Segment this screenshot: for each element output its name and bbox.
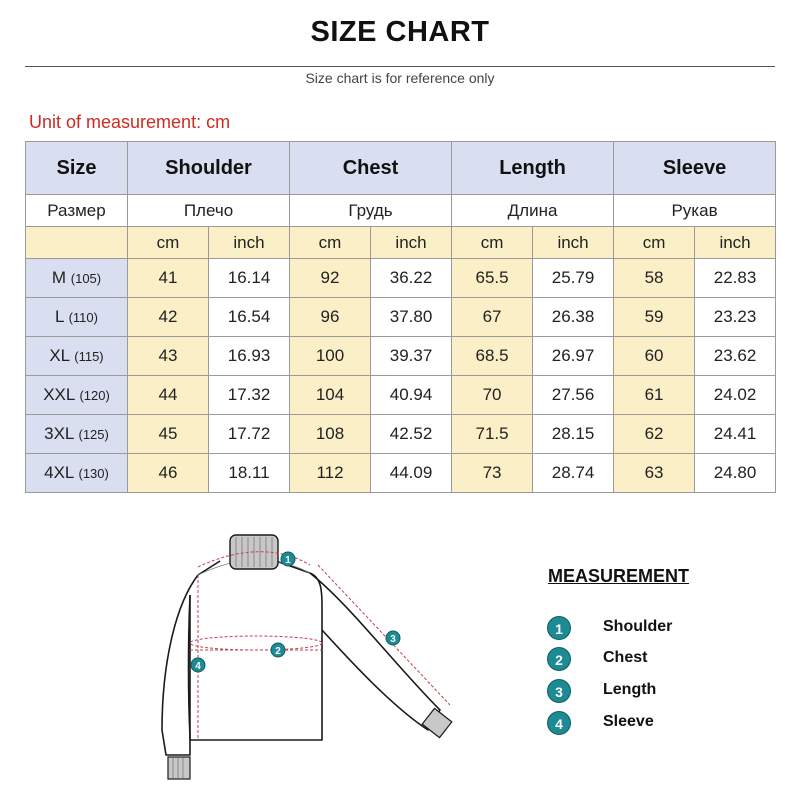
sleeve-cm-cell: 58: [614, 259, 695, 298]
number-1-icon: 1: [547, 616, 571, 640]
unit-inch: inch: [695, 227, 776, 259]
right-cuff-icon: [422, 708, 452, 737]
header-row-english: [26, 142, 776, 195]
page-title: SIZE CHART: [310, 16, 490, 48]
header-size-ru: Размер: [26, 195, 128, 227]
marker-length: [386, 631, 400, 645]
shoulder-cm-cell: 45: [128, 415, 209, 454]
chest-inch-cell: 42.52: [371, 415, 452, 454]
chest-inch-cell: 40.94: [371, 376, 452, 415]
marker-sleeve: [191, 658, 205, 672]
unit-inch: inch: [371, 227, 452, 259]
legend-label: Chest: [603, 649, 648, 666]
chest-cm-cell: 100: [290, 337, 371, 376]
header-row-russian: [26, 195, 776, 227]
shoulder-cm-cell: 42: [128, 298, 209, 337]
chest-cm-cell: 104: [290, 376, 371, 415]
unit-blank: [26, 227, 128, 259]
marker-sleeve-label: 4: [195, 661, 201, 672]
sleeve-cm-cell: 61: [614, 376, 695, 415]
size-rows: [26, 259, 776, 493]
marker-chest: [271, 643, 285, 657]
unit-cm: cm: [614, 227, 695, 259]
size-number: (105): [70, 271, 102, 286]
shoulder-cm-cell: 44: [128, 376, 209, 415]
length-inch-cell: 26.97: [533, 337, 614, 376]
sleeve-inch-cell: 24.02: [695, 376, 776, 415]
unit-cm: cm: [128, 227, 209, 259]
chest-cm-cell: 112: [290, 454, 371, 493]
header-chest: Chest: [290, 142, 452, 195]
legend-label: Shoulder: [603, 618, 673, 635]
legend-label: Sleeve: [603, 713, 654, 730]
chest-cm-cell: 96: [290, 298, 371, 337]
size-number: (125): [78, 427, 109, 442]
size-label: L: [55, 307, 64, 326]
chest-cm-cell: 108: [290, 415, 371, 454]
measure-chest-line: [190, 636, 322, 650]
size-cell: [26, 298, 128, 337]
shoulder-inch-cell: 16.14: [209, 259, 290, 298]
table-row: [26, 259, 776, 298]
length-cm-cell: 65.5: [452, 259, 533, 298]
size-number: (130): [78, 466, 109, 481]
unit-note: Unit of measurement: cm: [29, 112, 231, 132]
length-cm-cell: 70: [452, 376, 533, 415]
left-cuff-icon: [168, 757, 190, 779]
marker-shoulder-label: 1: [285, 555, 291, 566]
length-inch-cell: 28.74: [533, 454, 614, 493]
sleeve-inch-cell: 24.41: [695, 415, 776, 454]
shoulder-inch-cell: 16.54: [209, 298, 290, 337]
size-cell: [26, 259, 128, 298]
table-row: [26, 376, 776, 415]
length-cm-cell: 73: [452, 454, 533, 493]
table-row: [26, 415, 776, 454]
sleeve-inch-cell: 23.23: [695, 298, 776, 337]
reference-note: Size chart is for reference only: [305, 70, 495, 86]
length-inch-cell: 26.38: [533, 298, 614, 337]
sleeve-inch-cell: 22.83: [695, 259, 776, 298]
size-cell: [26, 337, 128, 376]
unit-inch: inch: [209, 227, 290, 259]
sleeve-cm-cell: 60: [614, 337, 695, 376]
unit-inch: inch: [533, 227, 614, 259]
size-number: (115): [74, 349, 104, 364]
chest-inch-cell: 44.09: [371, 454, 452, 493]
legend-label: Length: [603, 681, 657, 698]
shoulder-inch-cell: 17.72: [209, 415, 290, 454]
length-inch-cell: 27.56: [533, 376, 614, 415]
shoulder-cm-cell: 43: [128, 337, 209, 376]
header-sleeve: Sleeve: [614, 142, 776, 195]
size-label: M: [51, 268, 67, 287]
marker-chest-label: 2: [275, 646, 281, 657]
sleeve-cm-cell: 62: [614, 415, 695, 454]
shoulder-cm-cell: 41: [128, 259, 209, 298]
length-inch-cell: 25.79: [533, 259, 614, 298]
shoulder-cm-cell: 46: [128, 454, 209, 493]
size-cell: [26, 454, 128, 493]
chest-inch-cell: 36.22: [371, 259, 452, 298]
header-shoulder: Shoulder: [128, 142, 290, 195]
size-number: (110): [68, 310, 98, 325]
header-sleeve-ru: Рукав: [614, 195, 776, 227]
sleeve-inch-cell: 23.62: [695, 337, 776, 376]
header-size: Size: [26, 142, 128, 195]
title-divider: [25, 66, 775, 67]
size-label: 4XL: [44, 463, 74, 482]
sleeve-cm-cell: 63: [614, 454, 695, 493]
header-length-ru: Длина: [452, 195, 614, 227]
size-label: XXL: [43, 385, 75, 404]
size-cell: [26, 415, 128, 454]
header-chest-ru: Грудь: [290, 195, 452, 227]
shoulder-inch-cell: 18.11: [209, 454, 290, 493]
size-label: 3XL: [44, 424, 74, 443]
marker-shoulder: [281, 552, 295, 566]
chest-cm-cell: 92: [290, 259, 371, 298]
size-label: XL: [49, 346, 70, 365]
turtleneck-sweater-icon: [162, 560, 440, 755]
length-cm-cell: 71.5: [452, 415, 533, 454]
chest-inch-cell: 39.37: [371, 337, 452, 376]
number-3-icon: 3: [547, 679, 571, 703]
unit-row: [26, 227, 776, 259]
header-shoulder-ru: Плечо: [128, 195, 290, 227]
marker-length-label: 3: [390, 634, 396, 645]
header-length: Length: [452, 142, 614, 195]
sleeve-cm-cell: 59: [614, 298, 695, 337]
shoulder-inch-cell: 17.32: [209, 376, 290, 415]
table-row: [26, 337, 776, 376]
shoulder-inch-cell: 16.93: [209, 337, 290, 376]
length-inch-cell: 28.15: [533, 415, 614, 454]
length-cm-cell: 68.5: [452, 337, 533, 376]
size-number: (120): [79, 388, 110, 403]
legend-title: MEASUREMENT: [548, 566, 690, 586]
size-cell: [26, 376, 128, 415]
length-cm-cell: 67: [452, 298, 533, 337]
table-row: [26, 454, 776, 493]
unit-cm: cm: [290, 227, 371, 259]
sleeve-inch-cell: 24.80: [695, 454, 776, 493]
size-chart-table: [25, 141, 776, 493]
right-sleeve-outline: [310, 573, 440, 730]
unit-cm: cm: [452, 227, 533, 259]
table-row: [26, 298, 776, 337]
chest-inch-cell: 37.80: [371, 298, 452, 337]
number-4-icon: 4: [547, 711, 571, 735]
number-2-icon: 2: [547, 647, 571, 671]
measure-sleeve-line: [318, 565, 450, 705]
sweater-diagram: [150, 515, 480, 795]
